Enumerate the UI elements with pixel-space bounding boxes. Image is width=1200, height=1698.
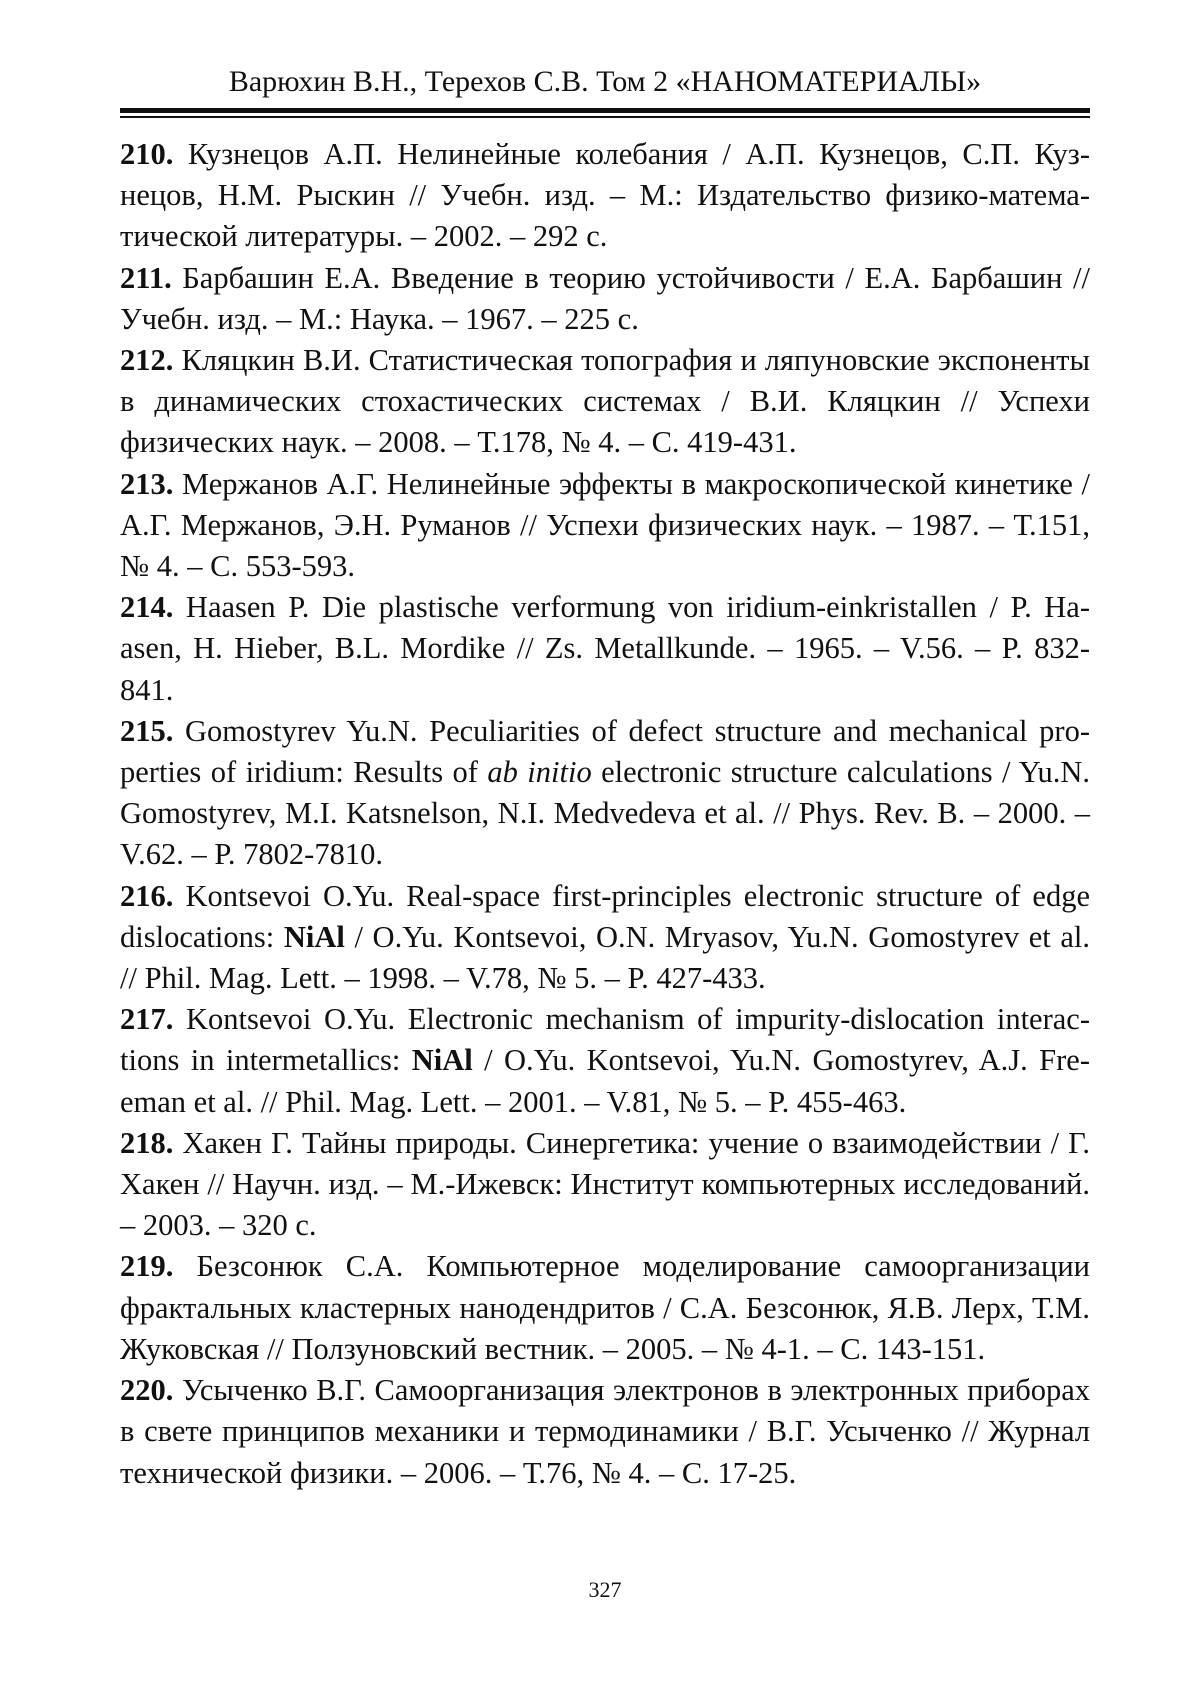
- reference-text: / O.Yu. Kontsevoi, Yu.N. Gomostyrev, A.J. Freeman et al. // Phil. Mag. Lett. – 2001. – V.81, № 5. – P. 455-463.: [120, 1043, 1090, 1119]
- reference-number: 215.: [120, 713, 174, 748]
- reference-text: electronic structure calculations / Yu.N. Gomostyrev, M.I. Katsnelson, N.I. Medvedeva et al. // Phys. Rev. B. – 2000. – V.62. – P. 7802-7810.: [120, 755, 1090, 872]
- running-header: Варюхин В.Н., Терехов С.В. Том 2 «НАНОМАТЕРИАЛЫ»: [228, 65, 982, 98]
- reference-entry: [120, 340, 1090, 464]
- reference-entry: [120, 711, 1090, 876]
- reference-text: Барбашин Е.А. Введение в теорию устойчивости / Е.А. Барбашин // Учебн. изд. – М.: Наука. – 1967. – 225 с.: [120, 260, 1090, 336]
- reference-number: 212.: [120, 343, 174, 378]
- reference-number: 213.: [120, 466, 174, 501]
- reference-number: 210.: [120, 137, 174, 171]
- reference-number: 219.: [120, 1249, 174, 1284]
- reference-number: 218.: [120, 1125, 174, 1160]
- reference-number: 216.: [120, 878, 174, 913]
- reference-entry: [120, 464, 1090, 588]
- reference-text: Gomostyrev Yu.N. Peculiarities of defect structure and mechanical properties of iridium: Results of: [120, 713, 1090, 790]
- header-rule-thin: [120, 116, 1090, 118]
- header-rule-thick: [120, 108, 1090, 113]
- reference-text: Мержанов А.Г. Нелинейные эффекты в макроскопической кинетике / А.Г. Мержанов, Э.Н. Руманов // Успехи физических наук. – 1987. – Т.151, № 4. – С. 553-593.: [120, 466, 1090, 584]
- reference-text: Kontsevoi O.Yu. Real-space first-principles electronic structure of edge dislocations:: [120, 878, 1090, 954]
- reference-text: Кляцкин В.И. Статистическая топография и ляпуновские экспоненты в динамических стохастических системах / В.И. Кляцкин // Успехи физических наук. – 2008. – Т.178, № 4. – С. 419-431.: [120, 343, 1090, 460]
- reference-entry: [120, 587, 1090, 711]
- reference-number: 214.: [120, 590, 174, 625]
- reference-entry: [120, 876, 1090, 1000]
- reference-bold-text: NiAl: [411, 1043, 473, 1078]
- reference-number: 211.: [120, 260, 172, 295]
- reference-text: / O.Yu. Kontsevoi, O.N. Mryasov, Yu.N. Gomostyrev et al. // Phil. Mag. Lett. – 1998. – V.78, № 5. – P. 427-433.: [120, 919, 1091, 996]
- reference-text: Безсонюк С.А. Компьютерное моделирование самоорганизации фрактальных кластерных нанодендритов / С.А. Безсонюк, Я.В. Лерх, Т.М. Жуковская // Ползуновский вестник. – 2005. – № 4-1. – С. 143-151.: [120, 1249, 1090, 1366]
- reference-text: Кузнецов А.П. Нелинейные колебания / А.П. Кузнецов, С.П. Кузнецов, Н.М. Рыскин // Учебн. изд. – М.: Издательство физико-математической литературы. – 2002. – 292 с.: [120, 137, 1090, 254]
- reference-bold-text: NiAl: [283, 919, 345, 954]
- reference-entry: [120, 999, 1090, 1123]
- reference-entry: [120, 1123, 1090, 1247]
- reference-italic-text: ab initio: [487, 755, 592, 790]
- page-number: 327: [588, 1577, 622, 1602]
- reference-entry: [120, 134, 1090, 258]
- reference-list: [120, 134, 1090, 1494]
- reference-text: Haasen P. Die plastische verformung von iridium-einkristallen / P. Haasen, H. Hieber, B.L. Mordike // Zs. Metallkunde. – 1965. – V.56. – P. 832-841.: [120, 590, 1090, 707]
- reference-entry: [120, 1246, 1090, 1370]
- reference-number: 220.: [120, 1373, 174, 1408]
- reference-entry: [120, 1370, 1090, 1494]
- reference-text: Усыченко В.Г. Самоорганизация электронов в электронных приборах в свете принципов механики и термодинамики / В.Г. Усыченко // Журнал технической физики. – 2006. – Т.76, № 4. – С. 17-25.: [120, 1373, 1090, 1490]
- reference-number: 217.: [120, 1002, 174, 1037]
- reference-entry: [120, 258, 1090, 340]
- reference-text: Хакен Г. Тайны природы. Синергетика: учение о взаимодействии / Г. Хакен // Научн. изд. – М.-Ижевск: Институт компьютерных исследований. – 2003. – 320 с.: [120, 1125, 1090, 1243]
- reference-text: Kontsevoi O.Yu. Electronic mechanism of impurity-dislocation interactions in intermetallics:: [120, 1002, 1090, 1078]
